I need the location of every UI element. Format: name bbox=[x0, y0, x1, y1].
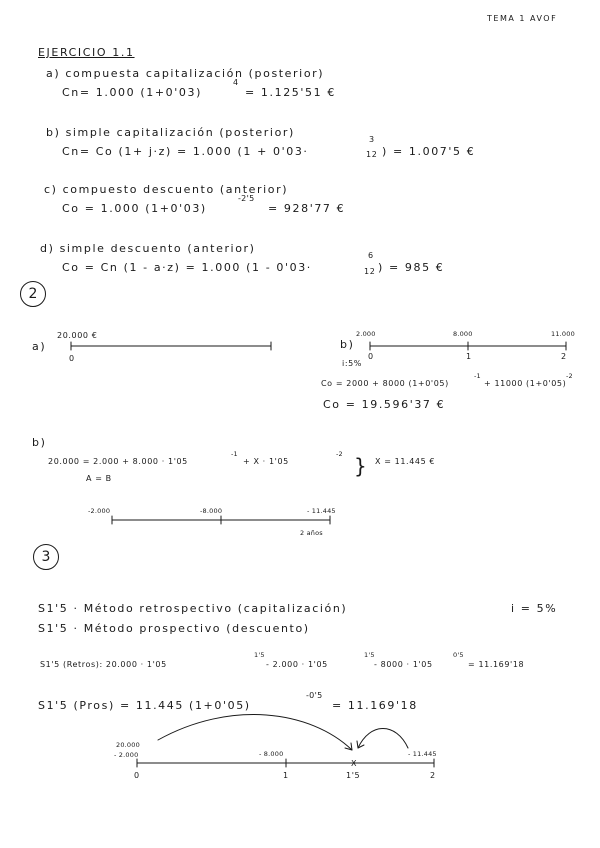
ex3-arrow-right bbox=[358, 729, 408, 749]
ex3-pros-exponent: -0'5 bbox=[306, 691, 323, 700]
ex2-b-amount-1: 8.000 bbox=[453, 330, 473, 338]
ex3-tl-amount-right: - 11.445 bbox=[408, 750, 437, 758]
ex3-line-prospective: S1'5 · Método prospectivo (descuento) bbox=[38, 622, 310, 635]
ex3-retro-result: = 11.169'18 bbox=[468, 660, 525, 669]
ex2-b2-line-amount-2: - 11.445 bbox=[307, 507, 336, 515]
ex1-c-result: = 928'77 € bbox=[268, 202, 346, 215]
ex3-tl-amount-top: 20.000 bbox=[116, 741, 140, 749]
ex1-b-fraction-denominator: 12 bbox=[366, 150, 378, 159]
ex2-b-exponent-1: -1 bbox=[474, 372, 481, 380]
ex3-retro-exponent-3: 0'5 bbox=[453, 651, 464, 659]
exercise-1-title: EJERCICIO 1.1 bbox=[38, 46, 135, 59]
ex3-rate: i = 5% bbox=[511, 602, 558, 615]
ex2-a-label: a) bbox=[32, 340, 47, 353]
ex2-b-formula-2: + 11000 (1+0'05) bbox=[484, 379, 567, 388]
ex1-d-label: d) simple descuento (anterior) bbox=[40, 242, 256, 255]
ex2-b2-equivalence: A = B bbox=[86, 474, 112, 483]
ex2-b2-exponent-2: -2 bbox=[336, 450, 343, 458]
ex1-c-formula: Co = 1.000 (1+0'03) bbox=[62, 202, 207, 215]
ex1-b-fraction-numerator: 3 bbox=[369, 135, 375, 144]
ex1-d-formula: Co = Cn (1 - a·z) = 1.000 (1 - 0'03· bbox=[62, 261, 312, 274]
ex1-a-exponent: 4 bbox=[233, 78, 239, 87]
ex2-b-tick-1: 1 bbox=[466, 352, 472, 361]
ex1-a-result: = 1.125'51 € bbox=[245, 86, 336, 99]
ex3-line-retrospective: S1'5 · Método retrospectivo (capitalización) bbox=[38, 602, 348, 615]
ex1-d-result: ) = 985 € bbox=[378, 261, 445, 274]
ex3-arrow-left bbox=[158, 715, 352, 750]
ex3-tl-tick-0: 0 bbox=[134, 771, 140, 780]
ex2-b-amount-2: 11.000 bbox=[551, 330, 575, 338]
ex3-retro-formula-mid: - 2.000 · 1'05 bbox=[266, 660, 328, 669]
ex3-tl-amount-mid: - 8.000 bbox=[259, 750, 284, 758]
ex2-b-result: Co = 19.596'37 € bbox=[323, 398, 446, 411]
ex2-b-amount-0: 2.000 bbox=[356, 330, 376, 338]
ex2-b2-solution: X = 11.445 € bbox=[375, 457, 436, 466]
ex2-a-tick-0: 0 bbox=[69, 354, 75, 363]
ex2-a-amount: 20.000 € bbox=[57, 331, 98, 340]
ex1-a-label: a) compuesta capitalización (posterior) bbox=[46, 67, 325, 80]
ex3-tl-unknown-mark: X bbox=[351, 759, 358, 768]
ex2-b-exponent-2: -2 bbox=[566, 372, 573, 380]
ex2-b2-equation-2: + X · 1'05 bbox=[243, 457, 289, 466]
ex3-tl-amount-left: - 2.000 bbox=[114, 751, 139, 759]
ex3-retro-formula: S1'5 (Retros): 20.000 · 1'05 bbox=[40, 660, 167, 669]
ex3-tl-tick-2: 2 bbox=[430, 771, 436, 780]
ex2-b-tick-2: 2 bbox=[561, 352, 567, 361]
topic-header: TEMA 1 AVOF bbox=[487, 14, 558, 23]
ex2-b2-brace: } bbox=[354, 454, 367, 478]
ex3-pros-formula: S1'5 (Pros) = 11.445 (1+0'05) bbox=[38, 699, 251, 712]
ex2-b2-line-amount-0: -2.000 bbox=[88, 507, 111, 515]
ex2-b2-years: 2 años bbox=[300, 529, 323, 537]
ex3-retro-formula-mid-2: - 8000 · 1'05 bbox=[374, 660, 433, 669]
ex2-b2-exponent-1: -1 bbox=[231, 450, 238, 458]
ex1-b-result: ) = 1.007'5 € bbox=[382, 145, 476, 158]
ex1-b-label: b) simple capitalización (posterior) bbox=[46, 126, 295, 139]
ex3-pros-result: = 11.169'18 bbox=[332, 699, 418, 712]
ex3-tl-tick-1-5: 1'5 bbox=[346, 771, 361, 780]
ex2-b-formula: Co = 2000 + 8000 (1+0'05) bbox=[321, 379, 449, 388]
ex3-retro-exponent-2: 1'5 bbox=[364, 651, 375, 659]
exercise-3-number: 3 bbox=[33, 544, 59, 570]
ex3-retro-exponent-1: 1'5 bbox=[254, 651, 265, 659]
ex2-b2-line-amount-1: -8.000 bbox=[200, 507, 223, 515]
ex1-d-fraction-numerator: 6 bbox=[368, 251, 374, 260]
ex3-tl-tick-1: 1 bbox=[283, 771, 289, 780]
ex2-b2-label: b) bbox=[32, 436, 47, 449]
ex2-b-label: b) bbox=[340, 338, 355, 351]
ex1-c-label: c) compuesto descuento (anterior) bbox=[44, 183, 289, 196]
ex1-d-fraction-denominator: 12 bbox=[364, 267, 376, 276]
ex1-b-formula: Cn= Co (1+ j·z) = 1.000 (1 + 0'03· bbox=[62, 145, 309, 158]
ex2-b-rate: i:5% bbox=[342, 359, 363, 368]
ex1-c-exponent: -2'5 bbox=[238, 194, 255, 203]
exercise-2-number: 2 bbox=[20, 281, 46, 307]
ex2-b2-equation: 20.000 = 2.000 + 8.000 · 1'05 bbox=[48, 457, 188, 466]
ex1-a-formula: Cn= 1.000 (1+0'03) bbox=[62, 86, 202, 99]
ex2-b-tick-0: 0 bbox=[368, 352, 374, 361]
